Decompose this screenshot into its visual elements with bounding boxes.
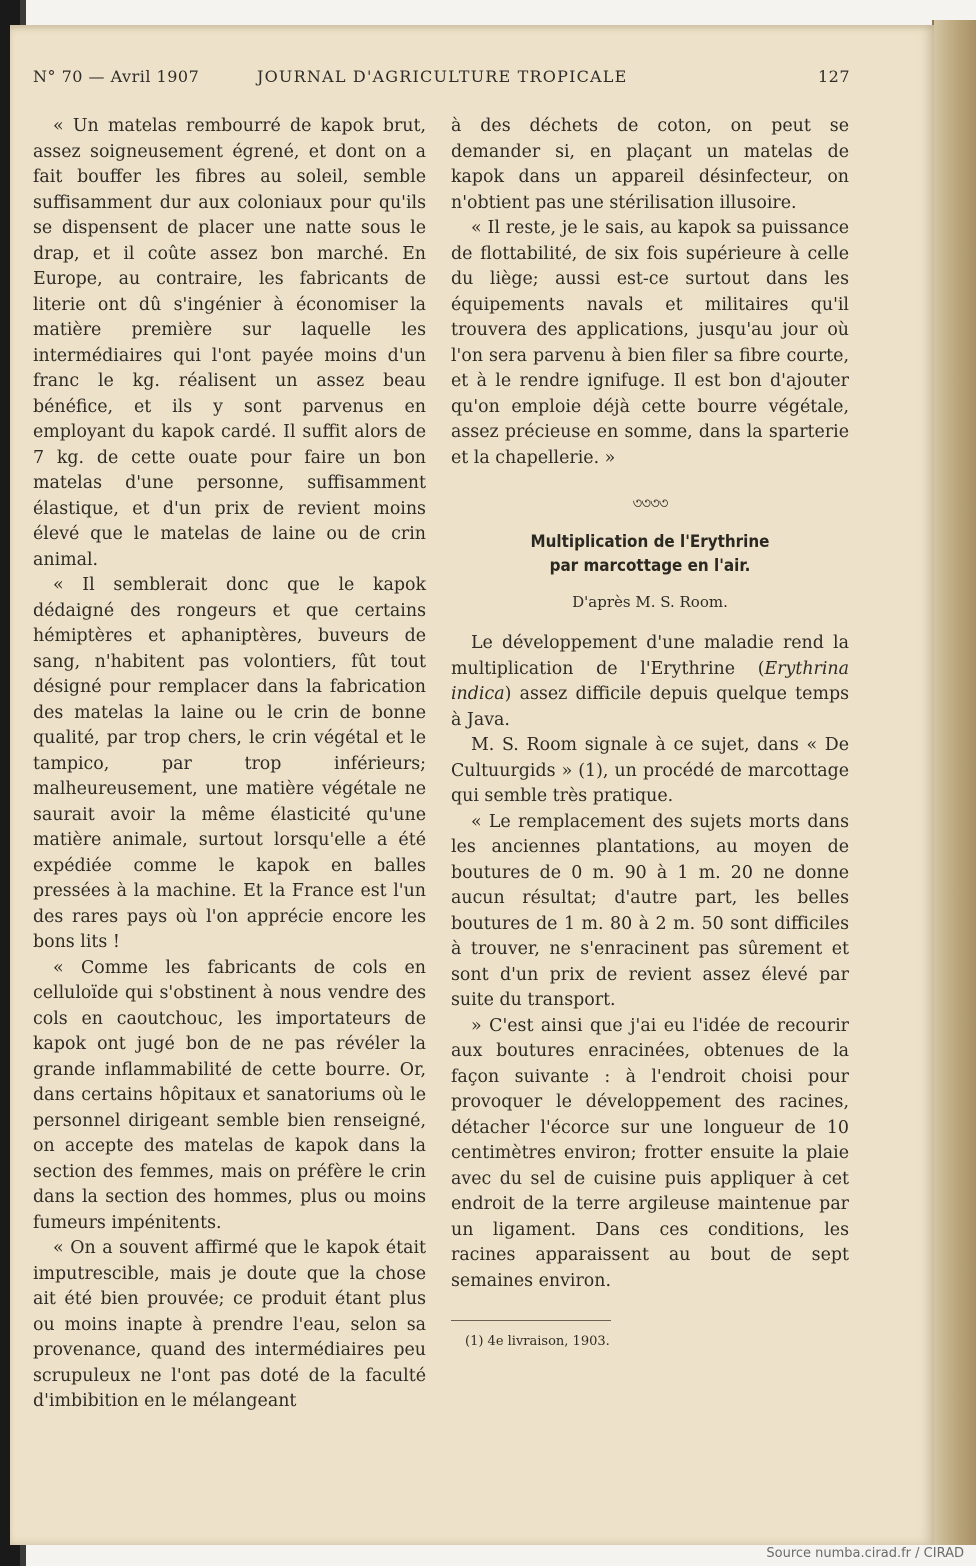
book-page-edges <box>932 20 976 1545</box>
paragraph: « Il reste, je le sais, au kapok sa puissance de flottabilité, de six fois supérieure à celle du liège; aussi est-ce surtout dans les équipements navals et militaires qu'il trouvera des applications, jusqu'au jour où l'on sera parvenu à bien filer sa fibre courte, et à le rendre ignifuge. Il est bon d'ajouter qu'on emploie déjà cette bourre végétale, assez précieuse en somme, dans la sparterie et la chapellerie. » <box>451 218 849 468</box>
running-header <box>0 67 976 91</box>
text-span: ) assez difficile depuis quelque temps à Java. <box>451 684 849 730</box>
ornament-divider: ৩৩৩৩ <box>632 494 668 512</box>
italic-species-name: Erythrina indica <box>451 658 849 704</box>
paragraph-continuation: à des déchets de coton, on peut se demander si, en plaçant un matelas de kapok dans un appareil désinfecteur, on n'obtient pas une stérilisation illusoire. <box>451 116 849 213</box>
text-span: Le développement d'une maladie rend la multiplication de l'Erythrine ( <box>451 633 849 679</box>
paragraph: « Il semblerait donc que le kapok dédaigné des rongeurs et que certains hémiptères et aphaniptères, buveurs de sang, n'habitent pas volontiers, fût tout désigné pour remplacer dans la fabrication des matelas la laine ou le crin de bonne qualité, par trop chers, le crin végétal et le tampico, par trop inférieurs; malheureusement, une matière végétale ne saurait avoir la même élasticité qu'une matière animale, surtout lorsqu'elle a été expédiée comme le kapok en balles pressées à la machine. Et la France est l'un des rares pays où l'on apprécie encore les bons lits ! <box>33 575 426 952</box>
paragraph: « Un matelas rembourré de kapok brut, assez soigneusement égrené, et dont on a fait bouffer les fibres au soleil, semble suffisamment dur aux coloniaux pour qu'ils se dispensent de placer une natte sous le drap, et il coûte assez bon marché. En Europe, au contraire, les fabricants de literie ont dû s'ingénier à économiser la matière première sur laquelle les intermédiaires qui l'ont payée moins d'un franc le kg. réalisent un assez beau bénéfice, et ils y sont parvenus en employant du kapok cardé. Il suffit alors de 7 kg. de cette ouate pour faire un bon matelas d'une personne, suffisamment élastique, et d'un prix de revient moins élevé que le matelas de laine ou de crin animal. <box>33 116 426 570</box>
byline: D'après M. S. Room. <box>572 592 728 611</box>
issue-date: N° 70 — Avril 1907 <box>33 67 200 86</box>
paragraph: « Comme les fabricants de cols en celluloïde qui s'obstinent à nous vendre des cols en caoutchouc, les importateurs de kapok ont jugé bon de ne pas révéler la grande inflammabilité de cette bourre. Or, dans certains hôpitaux et sanatoriums où le personnel dirigeant semble bien renseigné, on accepte des matelas de kapok dans la section des femmes, mais on préfère le crin dans la section des hommes, plus ou moins fumeurs impénitents. <box>33 957 426 1233</box>
footnote: (1) 4e livraison, 1903. <box>465 1334 610 1349</box>
article-title-line-2: par marcottage en l'air. <box>549 555 751 575</box>
left-column <box>33 114 426 1415</box>
right-column <box>451 114 849 1351</box>
paragraph <box>451 631 849 733</box>
journal-title: JOURNAL D'AGRICULTURE TROPICALE <box>257 67 628 86</box>
paragraph: « On a souvent affirmé que le kapok était imputrescible, mais je doute que la chose ait été bien prouvée; ce produit étant plus ou moins inapte à prendre l'eau, selon sa provenance, quand des intermédiaires peu scrupuleux ne l'ont pas doté de la faculté d'imbibition en le mélangeant <box>33 1238 426 1411</box>
paragraph: M. S. Room signale à ce sujet, dans « De Cultuurgids » (1), un procédé de marcottage qui semble très pratique. <box>451 735 849 806</box>
page-number: 127 <box>818 67 851 86</box>
article-title-line-1: Multiplication de l'Erythrine <box>530 531 770 551</box>
paragraph: » C'est ainsi que j'ai eu l'idée de recourir aux boutures enracinées, obtenues de la façon suivante : à l'endroit choisi pour provoquer le développement des racines, détacher l'écorce sur une longueur de 10 centimètres environ; frotter ensuite la plaie avec du sel de cuisine puis appliquer à cet endroit de la terre argileuse maintenue par un ligament. Dans ces conditions, les racines apparaissent au bout de sept semaines environ. <box>451 1015 849 1291</box>
paragraph: « Le remplacement des sujets morts dans les anciennes plantations, au moyen de boutures de 0 m. 90 à 1 m. 20 ne donne aucun résultat; d'autre part, les belles boutures de 1 m. 80 à 2 m. 50 sont difficiles à trouver, ne s'enracinent pas sûrement et sont d'un prix de revient assez élevé par suite du transport. <box>451 811 849 1010</box>
footnote-rule <box>451 1320 611 1321</box>
source-credit: Source numba.cirad.fr / CIRAD <box>766 1546 964 1561</box>
